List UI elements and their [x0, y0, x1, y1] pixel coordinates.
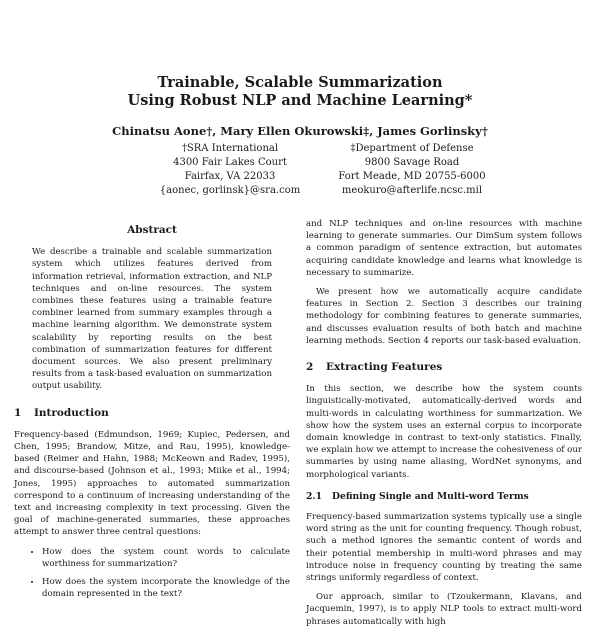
abstract-heading: Abstract	[127, 224, 177, 236]
subsection-title: Defining Single and Multi-word Terms	[332, 490, 529, 502]
section-number: 1	[14, 406, 22, 419]
section-2-heading	[306, 361, 582, 373]
author-list: Chinatsu Aone†, Mary Ellen Okurowski‡, James Gorlinsky†	[112, 124, 488, 138]
title-line-2: Using Robust NLP and Machine Learning*	[127, 92, 473, 109]
paper-title	[0, 74, 600, 110]
section-number: 2	[306, 361, 314, 374]
list-item: • How does the system count words to calculate worthiness for summarization?	[42, 546, 290, 570]
intro-paragraph: Frequency-based (Edmundson, 1969; Kupiec, Pedersen, and Chen, 1995; Brandow, Mitze, and Rau, 1995), knowledge-based (Reimer and Hahn, 1988; McKeown and Radev, 1995), and discourse-based (Johnson et al., 1993; Miike et al., 1994; Jones, 1995) approaches to automated summarization correspond to a continuum of increasing understanding of the text and increasing complexity in text processing. Given the goal of machine-generated summaries, these approaches attempt to answer three central questions:	[14, 429, 290, 538]
affiliation-street: 4300 Fair Lakes Court	[173, 157, 287, 168]
title-line-1: Trainable, Scalable Summarization	[157, 74, 443, 91]
section-title: Extracting Features	[326, 361, 443, 374]
affiliation-sra	[150, 142, 310, 198]
subsection-number: 2.1	[306, 490, 322, 502]
subsection-2-1-heading	[306, 491, 582, 503]
abstract-text: We describe a trainable and scalable summarization system which utilizes features derived from information retrieval, information extraction, and NLP techniques and on-line resources. The system combines these features using a trainable feature combiner learned from summary examples through a machine learning algorithm. We demonstrate system scalability by reporting results on the best combination of summarization features for different document sources. We also present preliminary results from a task-based evaluation on summarization output usability.	[32, 247, 272, 392]
body-paragraph: and NLP techniques and on-line resources with machine learning to generate summaries. Our DimSum system follows a common paradigm of sentence extraction, but automates acquiring candidate knowledge and learns what knowledge is necessary to summarize.	[306, 219, 582, 278]
left-column	[14, 224, 290, 606]
affiliation-name: †SRA International	[181, 143, 279, 154]
affiliation-email: meokuro@afterlife.ncsc.mil	[341, 185, 483, 196]
body-paragraph: In this section, we describe how the system counts linguistically-motivated, automatically-derived words and multi-words in calculating worthiness for summarization. We show how the system uses an external corpus to incorporate domain knowledge in contrast to text-only statistics. Finally, we explain how we attempt to increase the cohesiveness of our summaries by using name aliasing, WordNet synonyms, and morphological variants.	[306, 384, 583, 480]
body-paragraph: We present how we automatically acquire candidate features in Section 2. Section 3 describes our training methodology for combining features to generate summaries, and discusses evaluation results of both batch and machine learning methods. Section 4 reports our task-based evaluation.	[306, 287, 582, 346]
right-column	[306, 218, 582, 635]
affiliation-city: Fort Meade, MD 20755-6000	[338, 171, 486, 182]
body-paragraph: Frequency-based summarization systems typically use a single word string as the unit for counting frequency. Though robust, such a method ignores the semantic content of words and their potential membership in multi-word phrases and may introduce noise in frequency counting by treating the same strings uniformly regardless of context.	[306, 512, 582, 584]
list-item: • How does the system incorporate the knowledge of the domain represented in the text?	[42, 576, 290, 600]
question-list	[14, 546, 290, 601]
affiliation-name: ‡Department of Defense	[350, 143, 474, 154]
affiliation-email: {aonec, gorlinsk}@sra.com	[159, 185, 301, 196]
section-title: Introduction	[34, 406, 109, 419]
affiliation-city: Fairfax, VA 22033	[184, 171, 276, 182]
body-paragraph: Our approach, similar to (Tzoukermann, Klavans, and Jacquemin, 1997), is to apply NLP tools to extract multi-word phrases automatically with high	[306, 592, 582, 627]
section-1-heading	[14, 407, 290, 419]
affiliation-dod	[312, 142, 512, 198]
affiliation-street: 9800 Savage Road	[364, 157, 460, 168]
